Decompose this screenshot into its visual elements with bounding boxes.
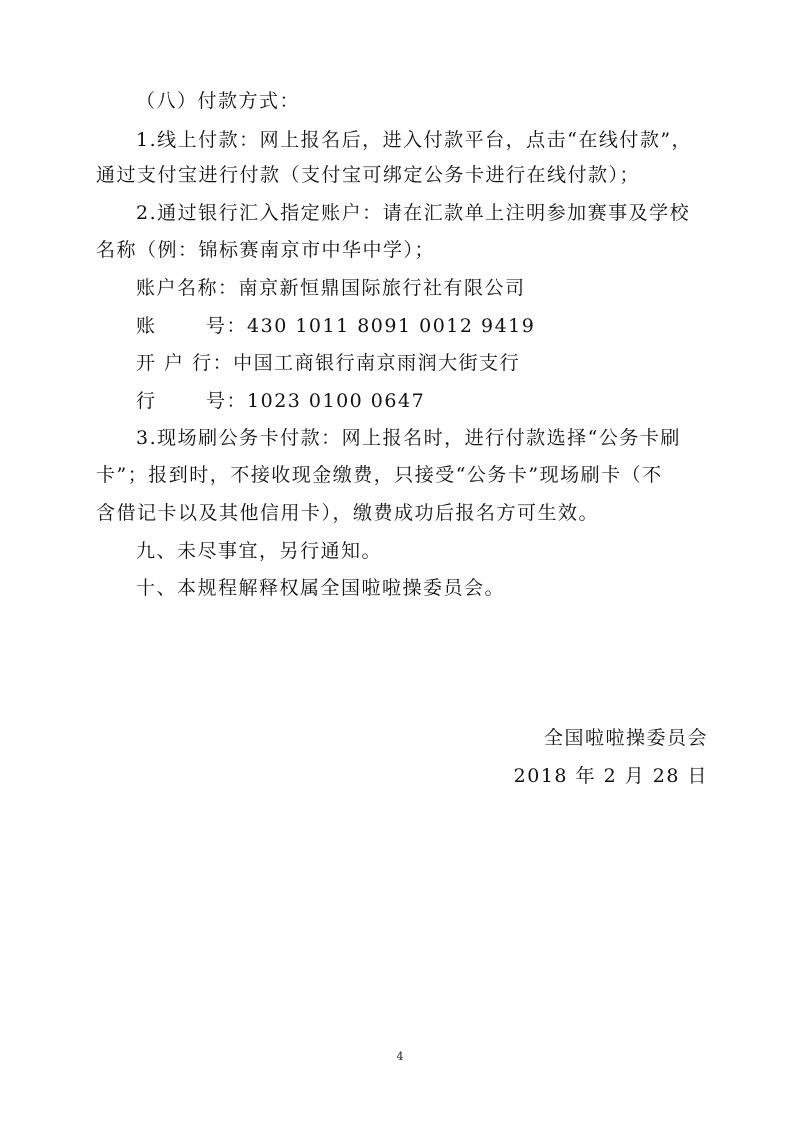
account-number-value: 430 1011 8091 0012 9419	[247, 315, 536, 337]
payment-item3-line1: 3.现场刷公务卡付款：网上报名时，进行付款选择“公务卡刷	[136, 427, 681, 449]
account-bank-label: 开 户 行：	[136, 352, 234, 374]
payment-item2-line1: 2.通过银行汇入指定账户：请在汇款单上注明参加赛事及学校	[136, 202, 691, 224]
account-bank-row	[136, 350, 520, 376]
account-code-value: 1023 0100 0647	[247, 390, 426, 412]
account-number-label-b: 号：	[206, 315, 248, 337]
payment-item3-line2: 卡”；报到时，不接收现金缴费，只接受“公务卡”现场刷卡（不	[96, 464, 663, 486]
account-number-row	[136, 313, 535, 339]
account-code-label-a: 行	[136, 390, 157, 412]
account-name-value: 南京新恒鼎国际旅行社有限公司	[238, 277, 526, 299]
payment-item2-line2: 名称（例：锦标赛南京市中华中学）；	[96, 239, 436, 261]
signature-date: 2018 年 2 月 28 日	[513, 765, 708, 787]
account-name-row	[136, 275, 526, 301]
account-name-label: 账户名称：	[136, 277, 239, 299]
payment-heading: （八）付款方式：	[136, 90, 301, 112]
account-code-label-b: 号：	[206, 390, 248, 412]
payment-item1-line1: 1.线上付款：网上报名后，进入付款平台，点击“在线付款”，	[136, 129, 693, 151]
signature-org: 全国啦啦操委员会	[543, 727, 708, 749]
page-number: 4	[396, 1050, 404, 1063]
account-number-label-a: 账	[136, 315, 157, 337]
account-bank-value: 中国工商银行南京雨润大街支行	[233, 352, 521, 374]
account-code-row	[136, 388, 425, 414]
payment-item3-line3: 含借记卡以及其他信用卡），缴费成功后报名方可生效。	[96, 502, 600, 524]
section-10: 十、本规程解释权属全国啦啦操委员会。	[136, 577, 506, 599]
section-9: 九、未尽事宜，另行通知。	[136, 540, 383, 562]
payment-item1-line2: 通过支付宝进行付款（支付宝可绑定公务卡进行在线付款）；	[96, 164, 641, 186]
